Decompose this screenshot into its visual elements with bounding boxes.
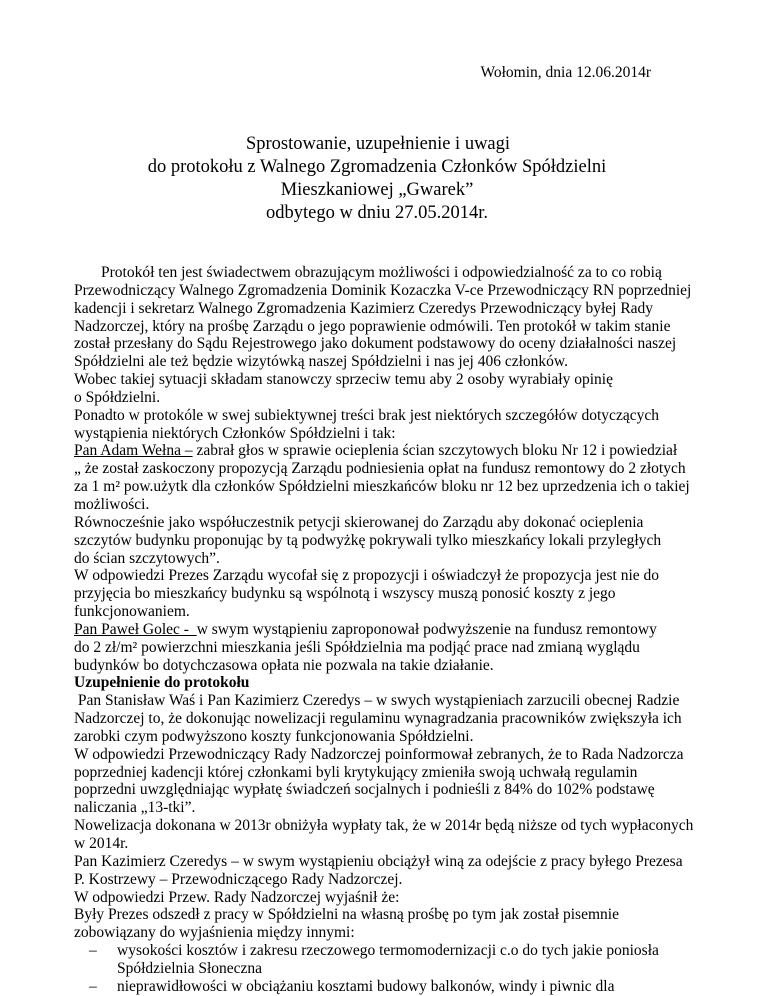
text-line: możliwości. — [74, 495, 150, 513]
text-line: funkcjonowaniem. — [74, 603, 190, 621]
document-date: Wołomin, dnia 12.06.2014r — [480, 64, 651, 81]
text-line: W odpowiedzi Prezes Zarządu wycofał się z propozycji i oświadczył że propozycja jest nie do — [74, 567, 660, 585]
text-line: poprzedniej kadencji której członkami byli krytykujący zmieniła swoją uchwałą regulamin — [74, 763, 638, 781]
list-item — [74, 978, 714, 996]
list-dash: – — [89, 977, 97, 995]
text-line: zobowiązany do wyjaśnienia między innymi: — [74, 924, 355, 942]
text-fragment: w swym wystąpieniu zaproponował podwyższenie na fundusz remontowy — [196, 620, 657, 638]
text-line: Równocześnie jako współuczestnik petycji skierowanej do Zarządu aby dokonać ocieplenia — [74, 513, 644, 531]
speaker-name-welna: Pan Adam Wełna – — [74, 442, 193, 460]
text-line: Spółdzielni ale też będzie wizytówką naszej Spółdzielni i nas jej 406 członków. — [74, 353, 568, 371]
list-dash: – — [89, 942, 97, 960]
text-line: szczytów budynku proponując by tą podwyżkę pokrywali tylko mieszkańcy lokali przyległych — [74, 531, 662, 549]
speaker-name-golec: Pan Paweł Golec - — [74, 620, 197, 638]
text-line: Ponadto w protokóle w swej subiektywnej treści brak jest niektórych szczegółów dotyczących — [74, 406, 659, 424]
text-line: Pan Kazimierz Czeredys – w swym wystąpieniu obciążył winą za odejście z pracy byłego Prezesa — [74, 852, 683, 870]
text-line: wystąpienia niektórych Członków Spółdzielni i tak: — [74, 424, 396, 442]
text-line: kadencji i sekretarz Walnego Zgromadzenia Kazimierz Czeredys Przewodniczący byłej Rady — [74, 299, 654, 317]
text-line: do ścian szczytowych”. — [74, 549, 220, 567]
text-line: Spółdzielnia Słoneczna — [117, 959, 263, 977]
text-line: W odpowiedzi Przew. Rady Nadzorczej wyjaśnił że: — [74, 888, 400, 906]
list-item — [74, 942, 714, 978]
text-line: budynków bo dotychczasowa opłata nie pozwala na takie działanie. — [74, 656, 494, 674]
speaker-line-golec — [74, 621, 714, 639]
text-line: P. Kostrzewy – Przewodniczącego Rady Nadzorczej. — [74, 870, 403, 888]
title-line: Sprostowanie, uzupełnienie i uwagi — [245, 134, 511, 154]
text-line: został przesłany do Sądu Rejestrowego jako dokument podstawowy do oceny działalności naszej — [74, 335, 677, 353]
text-fragment: zabrał głos w sprawie ocieplenia ścian szczytowych bloku Nr 12 i powiedział — [192, 442, 678, 460]
document-title — [0, 133, 768, 225]
text-line: Wobec takiej sytuacji składam stanowczy sprzeciw temu aby 2 osoby wyrabiały opinię — [74, 371, 613, 389]
document-body — [74, 264, 714, 996]
text-line: naliczania „13-tki”. — [74, 799, 196, 817]
title-line: Mieszkaniowej „Gwarek” — [280, 180, 474, 200]
title-line: do protokołu z Walnego Zgromadzenia Członków Spółdzielni — [147, 157, 607, 177]
title-line: odbytego w dniu 27.05.2014r. — [266, 203, 488, 223]
speaker-line-welna — [74, 442, 714, 460]
text-line: Przewodniczący Walnego Zgromadzenia Dominik Kozaczka V-ce Przewodniczący RN poprzedniej — [74, 281, 692, 299]
text-line: Nadzorczej to, że dokonując nowelizacji regulaminu wynagradzania pracowników zwiększyła ich — [74, 710, 682, 728]
text-line: o Spółdzielni. — [74, 388, 161, 406]
text-line: W odpowiedzi Przewodniczący Rady Nadzorczej poinformował zebranych, że to Rada Nadzorcza — [74, 745, 684, 763]
text-line: przyjęcia bo mieszkańcy budynku są wspólnotą i wszyscy muszą ponosić koszty z jego — [74, 585, 616, 603]
text-line: Nowelizacja dokonana w 2013r obniżyła wypłaty tak, że w 2014r będą niższe od tych wypłaconych — [74, 817, 694, 835]
text-line: „ że został zaskoczony propozycją Zarządu podniesienia opłat na fundusz remontowy do 2 złotych — [74, 460, 686, 478]
section-heading: Uzupełnienie do protokołu — [74, 674, 250, 692]
text-line: Pan Stanisław Waś i Pan Kazimierz Czeredys – w swych wystąpieniach zarzucili obecnej Radzie — [74, 692, 680, 710]
text-line: za 1 m² pow.użytk dla członków Spółdzielni mieszkańców bloku nr 12 bez uprzedzenia ich o takiej — [74, 478, 690, 496]
text-line: zarobki czym podwyższono koszty funkcjonowania Spółdzielni. — [74, 727, 474, 745]
text-line: Nadzorczej, który na prośbę Zarządu o jego poprawienie odmówili. Ten protokół w takim stanie — [74, 317, 671, 335]
text-line: Protokół ten jest świadectwem obrazującym możliwości i odpowiedzialność za to co robią — [101, 264, 662, 281]
text-line: wysokości kosztów i zakresu rzeczowego termomodernizacji c.o do tych jakie poniosła — [117, 942, 659, 960]
text-line: do 2 zł/m² powierzchni mieszkania jeśli Spółdzielnia ma podjąć prace nad zmianą wyglądu — [74, 638, 640, 656]
text-line: w 2014r. — [74, 835, 129, 852]
text-line: nieprawidłowości w obciążaniu kosztami budowy balkonów, windy i piwnic dla — [117, 977, 615, 995]
text-line: poprzedni uwzględniając wypłatę świadczeń socjalnych i podnieśli z 84% do 102% podstawę — [74, 781, 655, 799]
text-line: Były Prezes odszedł z pracy w Spółdzielni na własną prośbę po tym jak został pisemnie — [74, 906, 619, 924]
